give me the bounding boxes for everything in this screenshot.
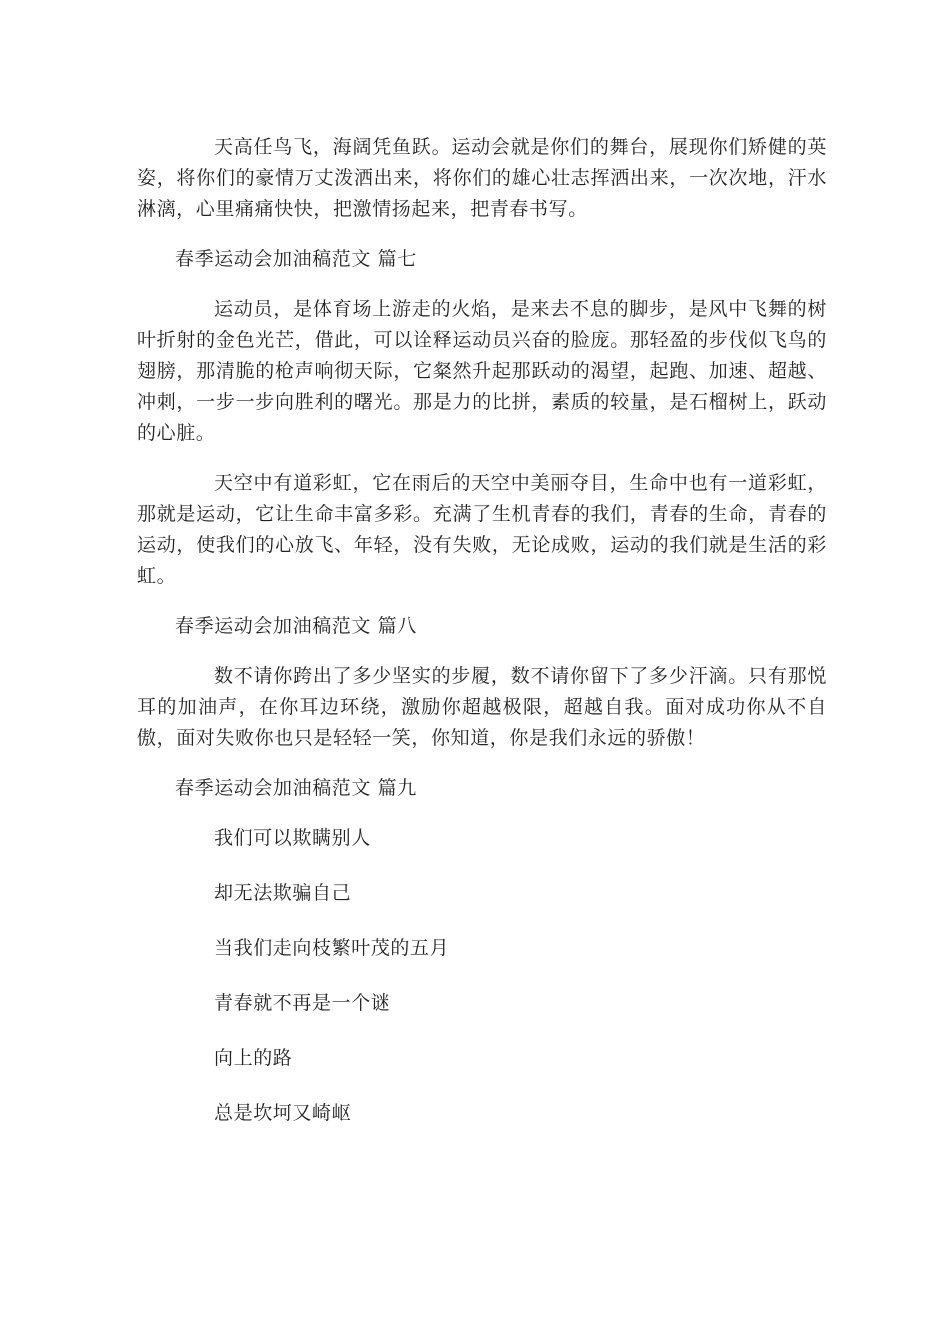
poem-line: 我们可以欺瞒别人 [214,827,371,849]
document-body [137,132,827,1153]
section-heading-7: 春季运动会加油稿范文 篇七 [175,248,417,270]
paragraph: 运动员，是体育场上游走的火焰，是来去不息的脚步，是风中飞舞的树叶折射的金色光芒，借此，可以诠释运动员兴奋的脸庞。那轻盈的步伐似飞鸟的翅膀，那清脆的枪声响彻天际，它粲然升起那跃动的渴望，起跑、加速、超越、冲刺，一步一步向胜利的曙光。那是力的比拼，素质的较量，是石榴树上，跃动的心脏。 [137,298,827,444]
poem-line: 总是坎坷又崎岖 [214,1102,352,1124]
poem-line: 却无法欺骗自己 [214,882,352,904]
paragraph: 数不请你跨出了多少坚实的步履，数不请你留下了多少汗滴。只有那悦耳的加油声，在你耳边环绕，激励你超越极限，超越自我。面对成功你从不自傲，面对失败你也只是轻轻一笑，你知道，你是我们永远的骄傲！ [137,665,827,749]
poem-line: 青春就不再是一个谜 [214,992,391,1014]
paragraph: 天高任鸟飞，海阔凭鱼跃。运动会就是你们的舞台，展现你们矫健的英姿，将你们的豪情万丈泼洒出来，将你们的雄心壮志挥洒出来，一次次地，汗水淋漓，心里痛痛快快，把激情扬起来，把青春书写。 [137,136,827,220]
poem-line: 向上的路 [214,1047,293,1069]
section-heading-9: 春季运动会加油稿范文 篇九 [175,777,417,799]
poem-line: 当我们走向枝繁叶茂的五月 [214,937,450,959]
section-heading-8: 春季运动会加油稿范文 篇八 [175,615,417,637]
paragraph: 天空中有道彩虹，它在雨后的天空中美丽夺目，生命中也有一道彩虹，那就是运动，它让生命丰富多彩。充满了生机青春的我们，青春的生命，青春的运动，使我们的心放飞、年轻，没有失败，无论成败，运动的我们就是生活的彩虹。 [137,472,827,587]
